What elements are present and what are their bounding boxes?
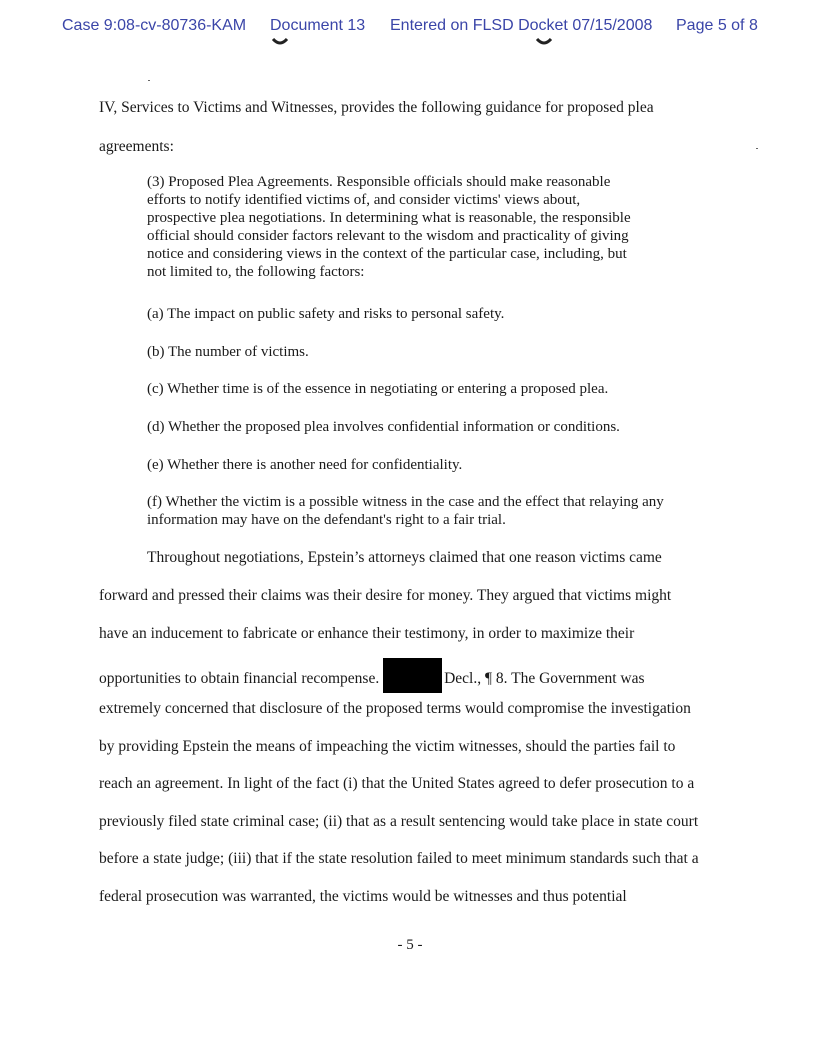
body-line: have an inducement to fabricate or enhance their testimony, in order to maximize their bbox=[99, 625, 635, 642]
quote-line: efforts to notify identified victims of, and consider victims' views about, bbox=[147, 192, 581, 208]
factor-f bbox=[147, 493, 707, 529]
body-line: by providing Epstein the means of impeaching the victim witnesses, should the parties fail to bbox=[99, 738, 676, 755]
body-line: forward and pressed their claims was their desire for money. They argued that victims might bbox=[99, 587, 672, 604]
factor-b: (b) The number of victims. bbox=[147, 344, 309, 360]
quote-line: information may have on the defendant's right to a fair trial. bbox=[147, 512, 506, 528]
punch-hole-mark-left bbox=[272, 38, 288, 46]
quote-line: (f) Whether the victim is a possible witness in the case and the effect that relaying any bbox=[147, 494, 664, 510]
body-line: before a state judge; (iii) that if the state resolution failed to meet minimum standards such that a bbox=[99, 850, 699, 867]
docket-entry: Entered on FLSD Docket 07/15/2008 bbox=[390, 17, 653, 34]
scan-speck bbox=[148, 80, 150, 81]
intro-line: agreements: bbox=[99, 138, 174, 155]
document-number: Document 13 bbox=[270, 17, 366, 34]
quote-line: (3) Proposed Plea Agreements. Responsible officials should make reasonable bbox=[147, 174, 611, 190]
quote-line: not limited to, the following factors: bbox=[147, 264, 365, 280]
body-line: previously filed state criminal case; (ii) that as a result sentencing would take place in state court bbox=[99, 813, 699, 830]
body-line-redacted bbox=[99, 662, 739, 697]
punch-hole-mark-right bbox=[536, 38, 552, 46]
factor-c: (c) Whether time is of the essence in negotiating or entering a proposed plea. bbox=[147, 381, 609, 397]
factor-d: (d) Whether the proposed plea involves confidential information or conditions. bbox=[147, 419, 620, 435]
factor-e: (e) Whether there is another need for confidentiality. bbox=[147, 457, 463, 473]
quote-heading bbox=[147, 173, 707, 281]
case-number: Case 9:08-cv-80736-KAM bbox=[62, 17, 247, 34]
page-indicator: Page 5 of 8 bbox=[676, 17, 758, 34]
quote-line: notice and considering views in the context of the particular case, including, but bbox=[147, 246, 627, 262]
intro-line: IV, Services to Victims and Witnesses, provides the following guidance for proposed plea bbox=[99, 99, 654, 116]
factor-a: (a) The impact on public safety and risks to personal safety. bbox=[147, 306, 505, 322]
scan-speck bbox=[756, 148, 758, 149]
redaction-box bbox=[383, 658, 442, 693]
quote-line: official should consider factors relevant to the wisdom and practicality of giving bbox=[147, 228, 629, 244]
page-number: - 5 - bbox=[397, 937, 423, 953]
quote-line: prospective plea negotiations. In determining what is reasonable, the responsible bbox=[147, 210, 631, 226]
body-line: federal prosecution was warranted, the victims would be witnesses and thus potential bbox=[99, 888, 627, 905]
body-line: Throughout negotiations, Epstein’s attorneys claimed that one reason victims came bbox=[147, 549, 662, 566]
body-line: reach an agreement. In light of the fact (i) that the United States agreed to defer prosecution to a bbox=[99, 775, 695, 792]
body-line: extremely concerned that disclosure of the proposed terms would compromise the investigation bbox=[99, 700, 691, 717]
body-text: Decl., ¶ 8. The Government was bbox=[444, 670, 645, 688]
body-text: opportunities to obtain financial recompense. bbox=[99, 670, 380, 688]
